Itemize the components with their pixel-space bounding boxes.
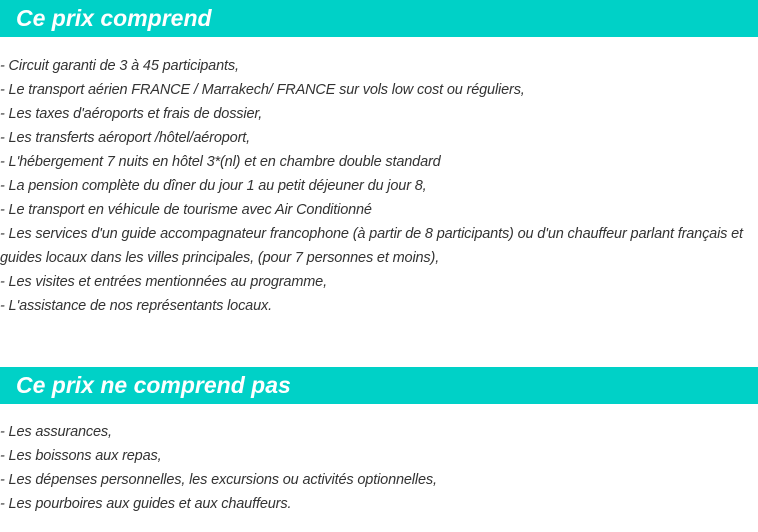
list-item: - L'assistance de nos représentants locaux. <box>0 298 272 314</box>
excluded-section-title: Ce prix ne comprend pas <box>0 367 758 404</box>
list-item: - Les taxes d'aéroports et frais de dossier, <box>0 106 263 122</box>
list-item: - La pension complète du dîner du jour 1 au petit déjeuner du jour 8, <box>0 178 427 194</box>
list-item: - L'hébergement 7 nuits en hôtel 3*(nl) et en chambre double standard <box>0 154 441 170</box>
included-section-title: Ce prix comprend <box>0 0 758 37</box>
list-item: - Le transport en véhicule de tourisme avec Air Conditionné <box>0 202 372 218</box>
list-item: - Les transferts aéroport /hôtel/aéroport, <box>0 130 250 146</box>
list-item: - Les boissons aux repas, <box>0 448 162 464</box>
list-item: - Les services d'un guide accompagnateur francophone (à partir de 8 participants) ou d'un chauffeur parlant français et guides locaux dans les villes principales, (pour 7 personnes et moins), <box>0 226 743 266</box>
list-item: - Les pourboires aux guides et aux chauffeurs. <box>0 496 292 512</box>
list-item: - Circuit garanti de 3 à 45 participants, <box>0 58 239 74</box>
list-item: - Les visites et entrées mentionnées au programme, <box>0 274 327 290</box>
list-item: - Les dépenses personnelles, les excursions ou activités optionnelles, <box>0 472 437 488</box>
list-item: - Le transport aérien FRANCE / Marrakech/ FRANCE sur vols low cost ou réguliers, <box>0 82 525 98</box>
included-list <box>0 54 754 318</box>
list-item: - Les assurances, <box>0 424 112 440</box>
excluded-list <box>0 420 754 516</box>
